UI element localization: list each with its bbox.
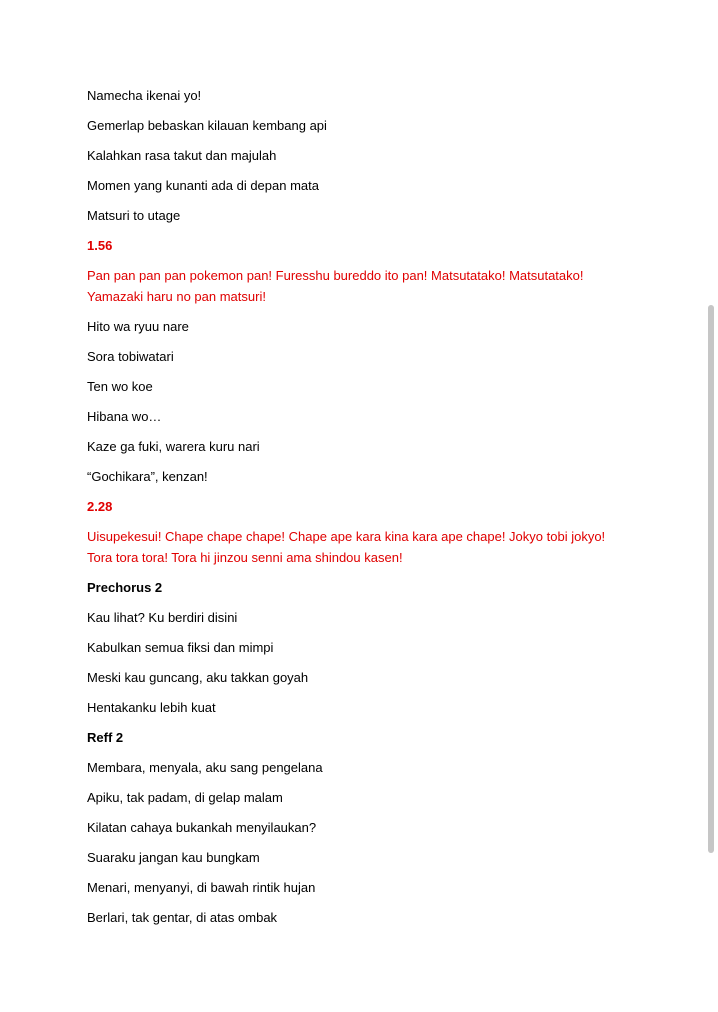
- highlighted-lyric-line: Tora tora tora! Tora hi jinzou senni ama shindou kasen!: [87, 550, 403, 565]
- lyric-line: Meski kau guncang, aku takkan goyah: [87, 670, 309, 685]
- vertical-scrollbar[interactable]: [708, 305, 714, 853]
- lyrics-content: [87, 85, 647, 937]
- lyric-line: “Gochikara”, kenzan!: [87, 469, 208, 484]
- section-heading: Reff 2: [87, 730, 124, 745]
- highlighted-lyric-line: Uisupekesui! Chape chape chape! Chape ape kara kina kara ape chape! Jokyo tobi jokyo!: [87, 529, 606, 544]
- highlighted-lyric-line: Yamazaki haru no pan matsuri!: [87, 289, 266, 304]
- lyric-line: Kilatan cahaya bukankah menyilaukan?: [87, 820, 317, 835]
- lyric-line: Sora tobiwatari: [87, 349, 174, 364]
- lyric-line: Berlari, tak gentar, di atas ombak: [87, 910, 278, 925]
- lyric-line: Menari, menyanyi, di bawah rintik hujan: [87, 880, 316, 895]
- lyric-line: Kau lihat? Ku berdiri disini: [87, 610, 238, 625]
- lyric-line: Membara, menyala, aku sang pengelana: [87, 760, 323, 775]
- lyric-line: Kabulkan semua fiksi dan mimpi: [87, 640, 274, 655]
- timestamp-marker: 1.56: [87, 238, 113, 253]
- lyric-line: Kalahkan rasa takut dan majulah: [87, 148, 277, 163]
- lyric-line: Namecha ikenai yo!: [87, 88, 202, 103]
- lyric-line: Momen yang kunanti ada di depan mata: [87, 178, 319, 193]
- lyric-line: Matsuri to utage: [87, 208, 181, 223]
- highlighted-lyric-block: [87, 265, 647, 307]
- lyric-line: Apiku, tak padam, di gelap malam: [87, 790, 283, 805]
- lyric-line: Kaze ga fuki, warera kuru nari: [87, 439, 260, 454]
- highlighted-lyric-block: [87, 526, 647, 568]
- lyric-line: Gemerlap bebaskan kilauan kembang api: [87, 118, 327, 133]
- lyric-line: Hito wa ryuu nare: [87, 319, 189, 334]
- lyric-line: Hentakanku lebih kuat: [87, 700, 216, 715]
- lyric-line: Suaraku jangan kau bungkam: [87, 850, 260, 865]
- scrollbar-thumb[interactable]: [708, 305, 714, 853]
- timestamp-marker: 2.28: [87, 499, 113, 514]
- lyric-line: Hibana wo…: [87, 409, 162, 424]
- section-heading: Prechorus 2: [87, 580, 163, 595]
- lyric-line: Ten wo koe: [87, 379, 153, 394]
- highlighted-lyric-line: Pan pan pan pan pokemon pan! Furesshu bureddo ito pan! Matsutatako! Matsutatako!: [87, 268, 584, 283]
